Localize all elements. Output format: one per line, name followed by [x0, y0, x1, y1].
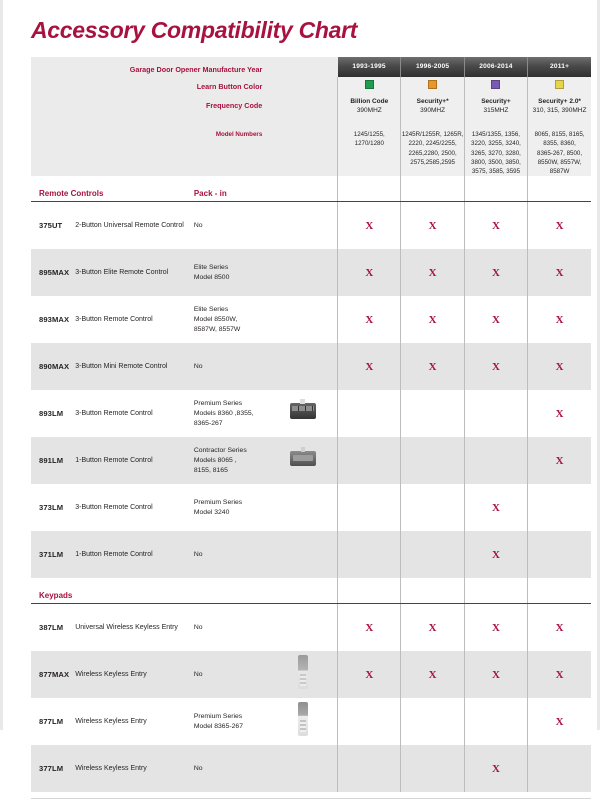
pack-in-header	[194, 578, 338, 604]
compat-mark-yes-col-4: X	[528, 651, 591, 698]
row-product-image	[269, 249, 337, 296]
row-pack-in: Premium Series Model 3240	[193, 499, 243, 516]
table-row[interactable]	[31, 202, 591, 250]
table-row[interactable]	[31, 604, 591, 652]
row-pack-in: No	[193, 221, 203, 229]
compat-mark-yes-col-4: X	[528, 437, 591, 484]
remote-893lm-icon	[290, 403, 316, 419]
model-numbers-cell-4: 8065, 8155, 8165, 8355, 8360, 8365-267, 8500, 8550W, 8557W, 8587W	[528, 124, 591, 176]
compat-mark-yes-col-4: X	[528, 390, 591, 437]
compat-mark-yes-col-3: X	[464, 745, 527, 792]
header-model-numbers-row	[31, 124, 591, 176]
row-model-number: 377LM	[31, 745, 73, 792]
compat-mark-empty-col-4	[528, 484, 591, 531]
compat-mark-empty-col-1	[338, 698, 401, 745]
row-pack-in: No	[194, 343, 269, 390]
compat-mark-empty-col-1	[338, 484, 401, 531]
section-spacer-col-4	[528, 176, 591, 202]
row-description: Wireless Keyless Entry	[73, 745, 194, 792]
compat-mark-yes-col-3: X	[464, 202, 527, 250]
frequency-name: Security+ 2.0*	[538, 98, 581, 106]
compat-mark-empty-col-2	[401, 484, 464, 531]
frequency-cell-3	[464, 93, 527, 124]
row-product-image	[269, 745, 337, 792]
row-description: 2-Button Universal Remote Control	[75, 222, 184, 230]
compat-mark-yes-col-2: X	[401, 651, 464, 698]
compat-mark-empty-col-3	[464, 698, 527, 745]
section-header-remote-controls	[31, 176, 591, 202]
remote-891lm-icon	[290, 451, 316, 466]
row-description: 1-Button Remote Control	[73, 531, 194, 578]
header-label-model-numbers: Model Numbers	[31, 124, 269, 176]
frequency-hz: 315MHZ	[483, 106, 509, 114]
frequency-name: Security+	[481, 98, 511, 106]
frequency-hz: 310, 315, 390MHZ	[532, 106, 587, 114]
table-body	[31, 57, 591, 792]
compat-mark-empty-col-2	[401, 437, 464, 484]
table-row[interactable]	[31, 651, 591, 698]
frequency-hz: 390MHZ	[420, 106, 446, 114]
keypad-877max-icon	[298, 655, 308, 689]
compat-mark-empty-col-3	[464, 437, 527, 484]
header-spacer	[269, 124, 337, 176]
table-row[interactable]	[31, 249, 591, 296]
row-pack-in: Contractor Series Models 8065 , 8155, 8165	[194, 437, 269, 484]
compat-mark-yes-col-4: X	[528, 249, 591, 296]
row-product-image	[269, 390, 337, 437]
compat-mark-empty-col-1	[338, 745, 401, 792]
row-product-image	[269, 202, 337, 250]
header-year-1: 1993-1995	[338, 57, 401, 76]
compat-mark-yes-col-3: X	[464, 604, 527, 652]
learn-button-cell-4	[528, 77, 591, 93]
row-description: Wireless Keyless Entry	[75, 718, 147, 726]
row-model-number: 895MAX	[31, 249, 73, 296]
row-model-number: 371LM	[31, 531, 73, 578]
header-year-3: 2006-2014	[464, 57, 527, 76]
compat-mark-yes-col-2: X	[401, 604, 464, 652]
compat-mark-yes-col-1: X	[338, 651, 401, 698]
chart-container	[31, 57, 585, 792]
compat-mark-empty-col-2	[401, 698, 464, 745]
row-description: 3-Button Remote Control	[75, 410, 153, 418]
header-spacer	[269, 93, 337, 124]
model-numbers-cell-3: 1345/1355, 1356, 3220, 3255, 3240, 3265, 3270, 3280, 3800, 3500, 3850, 3575, 3585, 3595	[464, 124, 527, 176]
compat-mark-yes-col-1: X	[338, 202, 401, 250]
table-row[interactable]	[31, 698, 591, 745]
section-spacer-col-3	[464, 578, 527, 604]
compat-mark-empty-col-1	[338, 437, 401, 484]
frequency-cell-4	[528, 93, 591, 124]
compat-mark-yes-col-2: X	[401, 296, 464, 343]
table-row[interactable]	[31, 390, 591, 437]
row-model-number: 877MAX	[31, 651, 73, 698]
learn-button-swatch-green-icon	[365, 80, 374, 89]
frequency-cell-1	[338, 93, 401, 124]
compat-mark-empty-col-1	[338, 390, 401, 437]
table-row[interactable]	[31, 484, 591, 531]
compat-mark-empty-col-1	[338, 531, 401, 578]
compat-mark-yes-col-3: X	[464, 484, 527, 531]
compat-mark-yes-col-1: X	[338, 249, 401, 296]
row-product-image	[269, 437, 337, 484]
header-year-row	[31, 57, 591, 76]
row-product-image	[269, 343, 337, 390]
learn-button-cell-3	[464, 77, 527, 93]
row-pack-in: Elite Series Model 8550W, 8587W, 8557W	[193, 306, 241, 333]
row-product-image	[269, 484, 337, 531]
keypad-877lm-icon	[298, 702, 308, 736]
row-model-number: 890MAX	[31, 343, 73, 390]
header-label-year: Garage Door Opener Manufacture Year	[31, 57, 269, 76]
compat-mark-empty-col-3	[464, 390, 527, 437]
section-spacer-col-1	[338, 578, 401, 604]
row-model-number: 893LM	[39, 409, 64, 419]
frequency-name: Security+*	[416, 98, 449, 106]
compat-mark-yes-col-3: X	[464, 343, 527, 390]
section-spacer-col-2	[401, 176, 464, 202]
row-model-number: 877LM	[39, 717, 64, 727]
learn-button-swatch-orange-icon	[428, 80, 437, 89]
compat-mark-empty-col-4	[528, 531, 591, 578]
compat-mark-yes-col-3: X	[464, 531, 527, 578]
compat-mark-yes-col-1: X	[338, 343, 401, 390]
row-pack-in: No	[194, 745, 269, 792]
model-numbers-cell-1: 1245/1255, 1270/1280	[338, 124, 401, 176]
row-model-number: 891LM	[31, 437, 73, 484]
compat-mark-yes-col-1: X	[338, 296, 401, 343]
row-model-number: 387LM	[39, 623, 64, 633]
compat-mark-yes-col-4: X	[528, 202, 591, 250]
compat-mark-yes-col-3: X	[464, 296, 527, 343]
row-product-image	[269, 296, 337, 343]
row-pack-in: Elite Series Model 8500	[194, 249, 269, 296]
compat-mark-empty-col-2	[401, 745, 464, 792]
learn-button-swatch-yellow-icon	[555, 80, 564, 89]
row-pack-in: No	[193, 623, 203, 631]
section-title: Keypads	[31, 578, 194, 604]
row-product-image	[269, 604, 337, 652]
row-pack-in: Premium Series Model 8365-267	[193, 713, 243, 730]
row-description: 3-Button Remote Control	[75, 316, 153, 324]
header-spacer	[269, 57, 337, 76]
compat-mark-yes-col-4: X	[528, 698, 591, 745]
row-model-number: 893MAX	[39, 315, 70, 325]
row-description: 1-Button Remote Control	[73, 437, 194, 484]
compat-mark-empty-col-4	[528, 745, 591, 792]
compat-mark-yes-col-3: X	[464, 249, 527, 296]
compat-mark-yes-col-2: X	[401, 343, 464, 390]
compat-mark-yes-col-2: X	[401, 202, 464, 250]
compatibility-table	[31, 57, 591, 792]
compat-mark-empty-col-2	[401, 390, 464, 437]
row-product-image	[269, 651, 337, 698]
row-description: 3-Button Remote Control	[75, 504, 153, 512]
frequency-cell-2	[401, 93, 464, 124]
section-spacer-col-1	[338, 176, 401, 202]
row-model-number: 373LM	[39, 503, 64, 513]
compat-mark-empty-col-2	[401, 531, 464, 578]
row-pack-in: Premium Series Models 8360 ,8355, 8365-267	[193, 400, 254, 427]
row-description: 3-Button Mini Remote Control	[73, 343, 194, 390]
header-year-2: 1996-2005	[401, 57, 464, 76]
header-frequency-row	[31, 93, 591, 124]
header-label-learn-button: Learn Button Color	[31, 77, 269, 93]
row-model-number: 375UT	[39, 221, 63, 231]
section-header-keypads	[31, 578, 591, 604]
row-pack-in: No	[194, 651, 269, 698]
learn-button-swatch-purple-icon	[491, 80, 500, 89]
row-description: Universal Wireless Keyless Entry	[75, 624, 178, 632]
header-label-frequency: Frequency Code	[31, 93, 269, 124]
compat-mark-yes-col-1: X	[338, 604, 401, 652]
row-description: Wireless Keyless Entry	[73, 651, 194, 698]
model-numbers-cell-2: 1245R/1255R, 1265R, 2220, 2245/2255, 2265,2280, 2500, 2575,2585,2595	[401, 124, 464, 176]
compat-mark-yes-col-4: X	[528, 296, 591, 343]
row-product-image	[269, 531, 337, 578]
compat-mark-yes-col-4: X	[528, 604, 591, 652]
frequency-name: Billion Code	[350, 98, 389, 106]
section-title: Remote Controls	[31, 176, 194, 202]
table-row[interactable]	[31, 296, 591, 343]
pack-in-header: Pack - in	[194, 176, 338, 202]
learn-button-cell-2	[401, 77, 464, 93]
compat-mark-yes-col-2: X	[401, 249, 464, 296]
section-spacer-col-4	[528, 578, 591, 604]
row-description: 3-Button Elite Remote Control	[73, 249, 194, 296]
section-spacer-col-3	[464, 176, 527, 202]
compat-mark-yes-col-4: X	[528, 343, 591, 390]
header-year-4: 2011+	[528, 57, 591, 76]
table-row[interactable]	[31, 745, 591, 792]
table-row[interactable]	[31, 531, 591, 578]
compat-mark-yes-col-3: X	[464, 651, 527, 698]
page-title: Accessory Compatibility Chart	[31, 17, 358, 43]
row-pack-in: No	[194, 531, 269, 578]
learn-button-cell-1	[338, 77, 401, 93]
table-row[interactable]	[31, 437, 591, 484]
table-row[interactable]	[31, 343, 591, 390]
header-spacer	[269, 77, 337, 93]
header-learn-button-row	[31, 77, 591, 93]
section-spacer-col-2	[401, 578, 464, 604]
frequency-hz: 390MHZ	[356, 106, 382, 114]
row-product-image	[269, 698, 337, 745]
